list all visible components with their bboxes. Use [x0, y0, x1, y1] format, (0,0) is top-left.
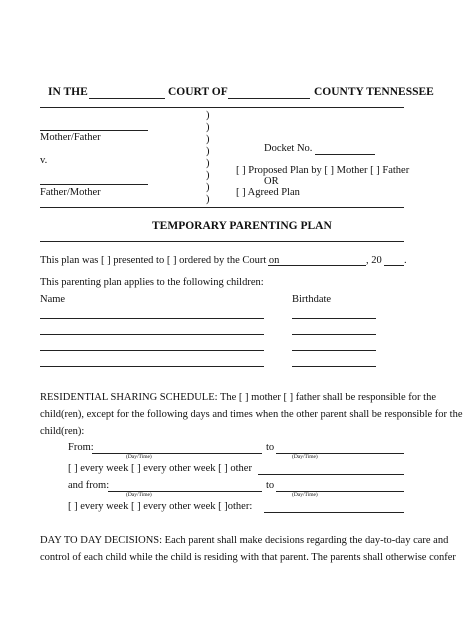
versus-label: v.: [40, 155, 48, 166]
child-name-line[interactable]: [40, 334, 264, 335]
frequency-options-row1[interactable]: [ ] every week [ ] every other week [ ] other: [68, 463, 252, 474]
title-divider: [40, 241, 404, 242]
name-column-header: Name: [40, 294, 66, 305]
to-label-2: to: [266, 480, 275, 491]
child-name-line[interactable]: [40, 350, 264, 351]
caption-divider: [40, 207, 404, 208]
caption-paren: ): [206, 122, 210, 133]
child-birthdate-line[interactable]: [292, 350, 376, 351]
plan-presented-text: This plan was [ ] presented to [ ] ordered by the Court on: [40, 255, 280, 266]
caption-paren: ): [206, 134, 210, 145]
residential-line-1: RESIDENTIAL SHARING SCHEDULE: The [ ] mother [ ] father shall be responsible for the: [40, 392, 437, 403]
residential-line-2: child(ren), except for the following days and times when the other parent shall be responsible for the: [40, 409, 463, 420]
child-name-line[interactable]: [40, 318, 264, 319]
plan-line-period: .: [404, 255, 407, 266]
caption-paren: ): [206, 110, 210, 121]
day-to-day-line-1: DAY TO DAY DECISIONS: Each parent shall make decisions regarding the day-to-day care and: [40, 535, 449, 546]
to-daytime-hint-2: (Day/Time): [292, 492, 318, 498]
header-in-the: IN THE: [48, 86, 88, 98]
day-to-day-line-2: control of each child while the child is residing with that parent. The parents shall otherwise confer: [40, 552, 456, 563]
and-from-daytime-hint: (Day/Time): [126, 492, 152, 498]
party1-name-blank[interactable]: [40, 130, 148, 131]
child-birthdate-line[interactable]: [292, 366, 376, 367]
other-frequency-blank-1[interactable]: [258, 474, 404, 475]
year-prefix: , 20: [366, 255, 382, 266]
caption-paren: ): [206, 182, 210, 193]
proposed-plan-options[interactable]: [ ] Proposed Plan by [ ] Mother [ ] Father: [236, 165, 410, 176]
caption-paren: ): [206, 170, 210, 181]
caption-paren: ): [206, 194, 210, 205]
to-daytime-hint: (Day/Time): [292, 454, 318, 460]
party2-name-blank[interactable]: [40, 184, 148, 185]
caption-paren: ): [206, 158, 210, 169]
caption-paren: ): [206, 146, 210, 157]
from-daytime-hint: (Day/Time): [126, 454, 152, 460]
header-divider: [40, 107, 404, 108]
document-title: TEMPORARY PARENTING PLAN: [152, 220, 332, 232]
other-frequency-blank-2[interactable]: [264, 512, 404, 513]
docket-number-blank[interactable]: [315, 154, 375, 155]
party1-label: Mother/Father: [40, 132, 101, 143]
residential-line-3: child(ren):: [40, 426, 85, 437]
from-label: From:: [68, 442, 94, 453]
birthdate-column-header: Birthdate: [292, 294, 332, 305]
header-county-tennessee: COUNTY TENNESSEE: [314, 86, 434, 98]
year-blank[interactable]: [384, 265, 404, 266]
child-birthdate-line[interactable]: [292, 318, 376, 319]
and-from-label: and from:: [68, 480, 110, 491]
agreed-plan-option[interactable]: [ ] Agreed Plan: [236, 187, 300, 198]
or-label: OR: [264, 176, 279, 187]
header-court-of: COURT OF: [168, 86, 228, 98]
children-intro: This parenting plan applies to the following children:: [40, 277, 264, 288]
child-birthdate-line[interactable]: [292, 334, 376, 335]
frequency-options-row2[interactable]: [ ] every week [ ] every other week [ ]other:: [68, 501, 253, 512]
to-label: to: [266, 442, 275, 453]
docket-label: Docket No.: [264, 143, 313, 154]
court-date-blank[interactable]: [268, 265, 366, 266]
county-name-blank[interactable]: [228, 98, 310, 99]
from-daytime-blank[interactable]: [92, 453, 262, 454]
party2-label: Father/Mother: [40, 187, 101, 198]
court-name-blank[interactable]: [89, 98, 165, 99]
child-name-line[interactable]: [40, 366, 264, 367]
